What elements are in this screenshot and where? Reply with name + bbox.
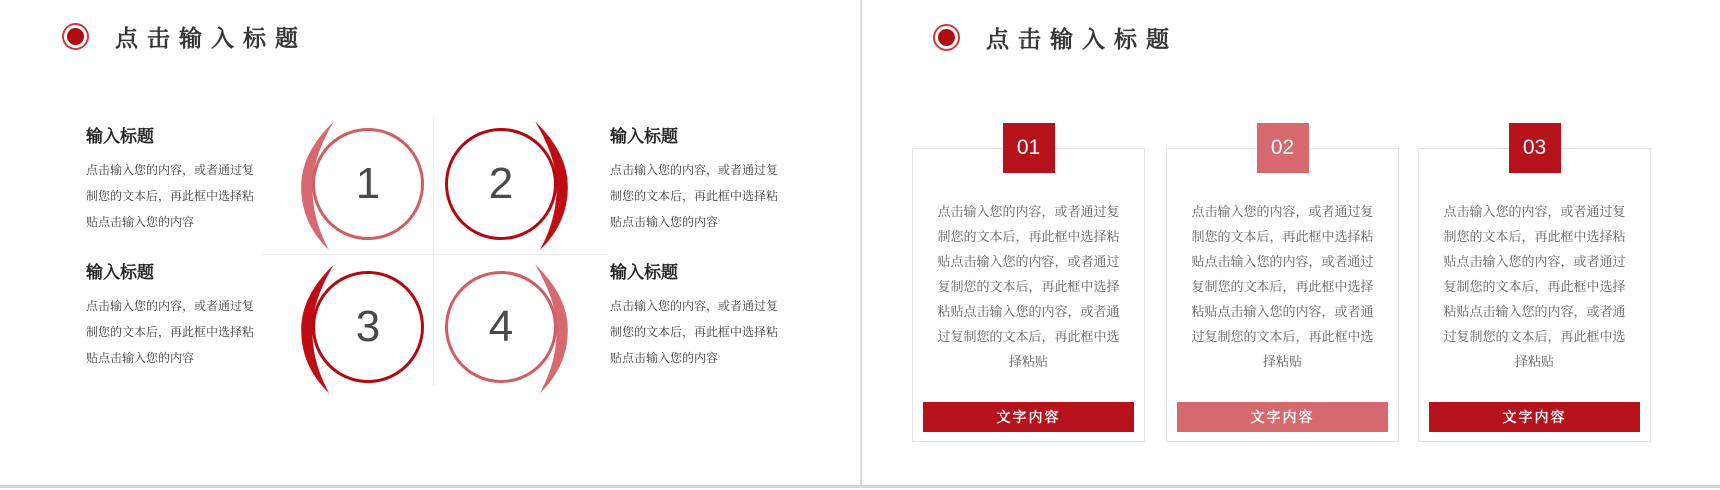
card-footer[interactable]: 文字内容 <box>1429 402 1640 432</box>
step-number: 2 <box>488 159 514 208</box>
block-body: 点击输入您的内容，或者通过复制您的文本后，再此框中选择粘贴点击输入您的内容 <box>610 163 779 229</box>
block-body: 点击输入您的内容，或者通过复制您的文本后，再此框中选择粘贴点击输入您的内容 <box>86 163 255 229</box>
card-01[interactable] <box>912 136 1145 442</box>
slide-right-title-text: 点击输入标题 <box>986 26 1178 52</box>
card-body: 点击输入您的内容，或者通过复制您的文本后，再此框中选择粘贴点击输入您的内容，或者通过复制您的文本后，再此框中选择粘贴点击输入您的内容，或者通过复制您的文本后，再此框中选择粘贴 <box>1191 204 1374 369</box>
slide-left-title-text: 点击输入标题 <box>115 25 307 51</box>
step-number: 1 <box>355 159 381 208</box>
card-03[interactable] <box>1418 136 1651 442</box>
card-badge: 01 <box>1003 123 1055 173</box>
step-number: 4 <box>488 302 514 351</box>
bottom-divider <box>0 485 1720 488</box>
slide-left-title[interactable] <box>62 20 307 53</box>
block-heading: 输入标题 <box>86 263 154 282</box>
title-bullet-icon <box>933 24 960 51</box>
block-heading: 输入标题 <box>610 263 678 282</box>
card-badge: 02 <box>1257 123 1309 173</box>
text-block-top-right[interactable] <box>610 122 782 235</box>
block-body: 点击输入您的内容，或者通过复制您的文本后，再此框中选择粘贴点击输入您的内容 <box>610 299 779 365</box>
text-block-bottom-left[interactable] <box>86 258 258 371</box>
block-heading: 输入标题 <box>610 127 678 146</box>
step-number: 3 <box>355 302 381 351</box>
text-block-top-left[interactable] <box>86 122 258 235</box>
card-body: 点击输入您的内容，或者通过复制您的文本后，再此框中选择粘贴点击输入您的内容，或者通过复制您的文本后，再此框中选择粘贴点击输入您的内容，或者通过复制您的文本后，再此框中选择粘贴 <box>937 204 1120 369</box>
slide-right-title[interactable] <box>933 21 1178 54</box>
card-footer[interactable]: 文字内容 <box>923 402 1134 432</box>
title-bullet-icon <box>62 23 89 50</box>
slide-right[interactable] <box>862 0 1720 486</box>
step-circle-4[interactable] <box>426 252 576 402</box>
card-02[interactable] <box>1166 136 1399 442</box>
slide-left[interactable] <box>0 0 860 486</box>
block-heading: 输入标题 <box>86 127 154 146</box>
card-badge: 03 <box>1509 123 1561 173</box>
step-circle-1[interactable] <box>293 109 443 259</box>
text-block-bottom-right[interactable] <box>610 258 782 371</box>
card-body: 点击输入您的内容，或者通过复制您的文本后，再此框中选择粘贴点击输入您的内容，或者通过复制您的文本后，再此框中选择粘贴点击输入您的内容，或者通过复制您的文本后，再此框中选择粘贴 <box>1443 204 1626 369</box>
block-body: 点击输入您的内容，或者通过复制您的文本后，再此框中选择粘贴点击输入您的内容 <box>86 299 255 365</box>
card-footer[interactable]: 文字内容 <box>1177 402 1388 432</box>
step-circle-2[interactable] <box>426 109 576 259</box>
step-circle-3[interactable] <box>293 252 443 402</box>
